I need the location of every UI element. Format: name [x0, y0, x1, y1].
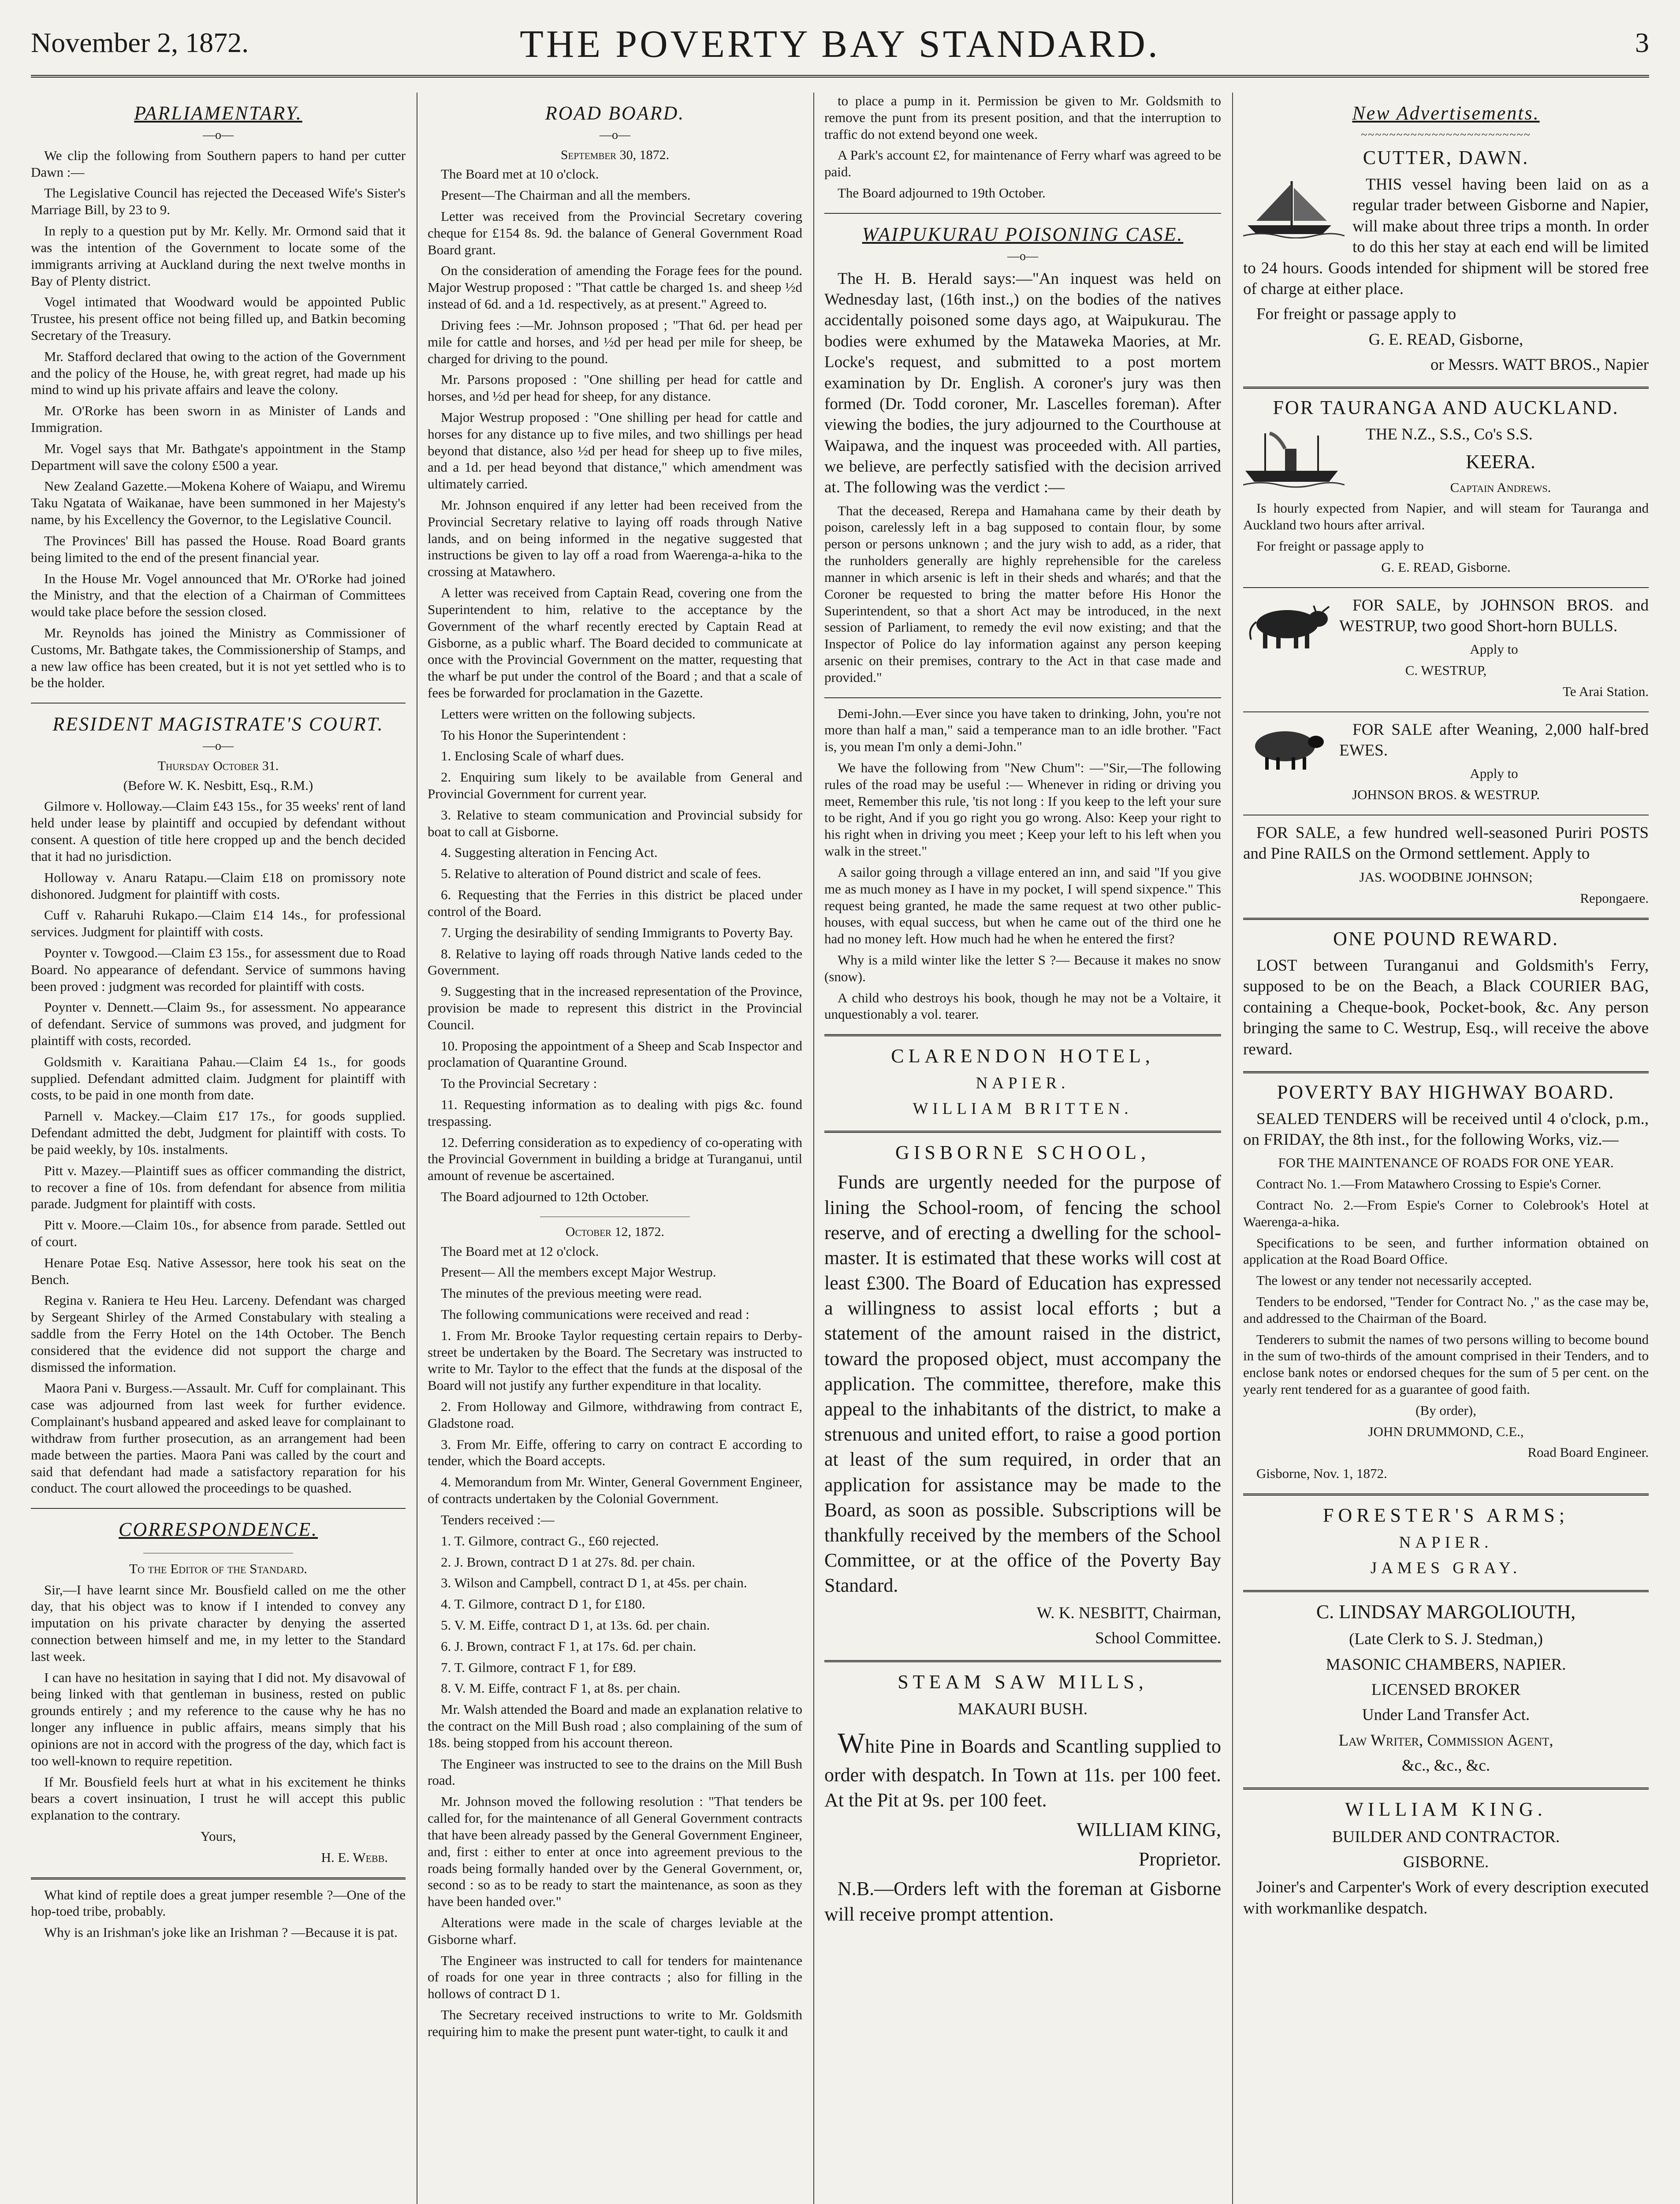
paragraph: Specifications to be seen, and further information obtained on application at the Road Board Office. [1243, 1235, 1649, 1267]
case: Goldsmith v. Karaitiana Pahau.—Claim £4 1s., for goods supplied. Defendant admitted claim. Judgment for plaintiff with costs, to be paid in one month from date. [31, 1054, 406, 1103]
column-2 [428, 93, 802, 2204]
case: Henare Potae Esq. Native Assessor, here took his seat on the Bench. [31, 1255, 406, 1287]
ad-posts-line: JAS. WOODBINE JOHNSON; [1359, 869, 1533, 885]
column-rule [1232, 93, 1233, 2204]
ad-school-signature-2: School Committee. [1095, 1629, 1221, 1647]
ad-sawmill-subtitle: MAKAURI BUSH. [958, 1700, 1088, 1719]
separator: —o— [600, 128, 630, 142]
list-item: 4. Suggesting alteration in Fencing Act. [441, 845, 658, 860]
tender-item: 6. J. Brown, contract F 1, at 17s. 6d. per chain. [441, 1638, 697, 1654]
ad-keera-intro: THE N.Z., S.S., Co's S.S. [1366, 425, 1533, 443]
divider [824, 213, 1221, 214]
ad-lindsay-line: Law Writer, Commission Agent, [1338, 1731, 1553, 1750]
paragraph: The Engineer was instructed to call for tenders for maintenance of roads for one year in three contracts ; also for filling in the hollows of contract D 1. [428, 1952, 802, 2002]
list-item: 9. Suggesting that in the increased representation of the Province, provision be made to represent this district in the Provincial Council. [428, 983, 802, 1032]
ad-lindsay-title: C. LINDSAY MARGOLIOUTH, [1316, 1601, 1576, 1623]
ad-keera-ship: KEERA. [1466, 451, 1535, 473]
paragraph: In the House Mr. Vogel announced that Mr. O'Rorke had joined the Ministry, and that the election of a Chairman of Committees would take place before the session closed. [31, 570, 406, 620]
paragraph: Mr. Walsh attended the Board and made an explanation relative to the contract on the Mill Bush road ; also complaining of the sum of 18s. being stopped from his account thereon. [428, 1701, 802, 1750]
paragraph: Mr. Vogel says that Mr. Bathgate's appointment in the Stamp Department will save the colony £500 a year. [31, 440, 406, 473]
ad-highway-contract: Contract No. 2.—From Espie's Corner to Colebrook's Hotel at Waerenga-a-hika. [1243, 1197, 1649, 1229]
ad-school-body: Funds are urgently needed for the purpose of lining the School-room, of fencing the school reserve, and of erecting a dwelling for the school-master. It is estimated that these works will cost at least £300. The Board of Education has expressed a willingness to assist local efforts ; but a statement of the amount raised in the district, toward the proposed object, must accompany the application. The committee, therefore, make this appeal to the inhabitants of the district, to make a strenuous and united effort, to raise a good portion at least of the sum required, in order that an application for assistance may be made to the Board, as soon as possible. Subscriptions will be thankfully received by the members of the School Committee, or at the office of the Poverty Bay Standard. [824, 1171, 1221, 1597]
bench-line: (Before W. K. Nesbitt, Esq., R.M.) [123, 777, 313, 793]
ad-king-title: WILLIAM KING. [1345, 1798, 1547, 1821]
paragraph: Mr. Stafford declared that owing to the action of the Government and the policy of the House, he, with great regret, had made up his mind to wind up his private affairs and leave the colony. [31, 348, 406, 398]
ad-ewes-body: FOR SALE after Weaning, 2,000 half-bred EWES. [1339, 720, 1649, 760]
paragraph: Sir,—I have learnt since Mr. Bousfield called on me the other day, that his object was to know if I intended to convey any imputation on his private character by denying the asserted connection between himself and me, in my letter to the Standard last week. [31, 1582, 406, 1664]
separator: —o— [203, 128, 234, 142]
list-item: 5. Relative to alteration of Pound district and scale of fees. [441, 866, 761, 882]
paragraph: Tenders received :— [441, 1512, 555, 1527]
case: Poynter v. Dennett.—Claim 9s., for assessment. No appearance of defendant. Service of summons was proved, and judgment for plaintiff with costs, recorded. [31, 999, 406, 1048]
paragraph: 3. From Mr. Eiffe, offering to carry on contract E according to tender, which the Board accepts. [428, 1436, 802, 1469]
divider [824, 1034, 1221, 1036]
tender-item: 7. T. Gilmore, contract F 1, for £89. [441, 1659, 637, 1675]
paragraph: Tenders to be endorsed, "Tender for Contract No. ," as the case may be, and addressed to the Chairman of the Board. [1243, 1293, 1649, 1326]
issue-date: November 2, 1872. [31, 27, 249, 58]
case: Pitt v. Moore.—Claim 10s., for absence from parade. Settled out of court. [31, 1217, 406, 1249]
paragraph: A Park's account £2, for maintenance of Ferry wharf was agreed to be paid. [824, 147, 1221, 180]
divider [824, 1131, 1221, 1133]
divider [1243, 1493, 1649, 1496]
dateline: October 12, 1872. [565, 1224, 665, 1239]
tender-item: 5. V. M. Eiffe, contract D 1, at 13s. 6d. per chain. [441, 1617, 710, 1633]
divider [1243, 387, 1649, 389]
joke: Why is an Irishman's joke like an Irishman ? —Because it is pat. [44, 1925, 398, 1940]
ad-sawmill-signature-2: Proprietor. [1139, 1848, 1221, 1870]
list-item: 3. Relative to steam communication and Provincial subsidy for boat to call at Gisborne. [428, 807, 802, 839]
divider [1243, 711, 1649, 712]
section-heading-parliamentary: PARLIAMENTARY. [134, 102, 302, 124]
ad-dawn-body: THIS vessel having been laid on as a regular trader between Gisborne and Napier, will make about three trips a month. In order to do this her stay at each end will be limited to 24 hours. Goods intended for shipment will be stored free of charge at either place. [1243, 175, 1649, 298]
paragraph: New Zealand Gazette.—Mokena Kohere of Waiapu, and Wiremu Taku Ngatata of Waikanae, have been summoned in her Majesty's name, by his Excellency the Governor, to the Legislative Council. [31, 478, 406, 528]
list-item: 10. Proposing the appointment of a Sheep and Scab Inspector and proclamation of Quarantine Ground. [428, 1038, 802, 1070]
dateline: September 30, 1872. [560, 147, 670, 162]
paragraph: On the consideration of amending the Forage fees for the pound. Major Westrup proposed : "That cattle be charged 1s. and sheep ½d instead of 6d. and a 1d. respectively, as at present." Agreed to. [428, 263, 802, 312]
ad-bulls-line: C. WESTRUP, [1405, 663, 1487, 678]
ad-highway-signature: JOHN DRUMMOND, C.E., [1368, 1423, 1524, 1439]
paragraph: Mr. O'Rorke has been sworn in as Minister of Lands and Immigration. [31, 403, 406, 436]
paragraph: A child who destroys his book, though he may not be a Voltaire, it unquestionably a vol. tearer. [824, 990, 1221, 1022]
paragraph: A sailor going through a village entered an inn, and said "If you give me as much money as I have in my pocket, I will spend sixpence." This request being granted, he made the same request at two other public-houses, with equal success, but when he came out of the third one he had no money left. How much had he when he entered the first? [824, 864, 1221, 947]
paragraph: A letter was received from Captain Read, covering one from the Superintendent to him, relative to the acceptance by the Government of the wharf recently erected by Captain Read at Gisborne, as a public wharf. The Board decided to communicate at once with the Provincial Government on the matter, requesting that the wharf be put under the control of the Board ; and that a scale of fees be forwarded for proclamation in the Gazette. [428, 585, 802, 700]
case: Regina v. Raniera te Heu Heu. Larceny. Defendant was charged by Sergeant Shirley of the Armed Constabulary with stealing a saddle from the Ferry Hotel on the 14th October. The Bench considered that the evidence did not support the charge and dismissed the information. [31, 1292, 406, 1375]
section-heading-court: RESIDENT MAGISTRATE'S COURT. [52, 713, 384, 735]
column-rule [813, 93, 814, 2204]
section-heading-correspondence: CORRESPONDENCE. [119, 1519, 318, 1541]
paragraph: We clip the following from Southern papers to hand per cutter Dawn :— [31, 147, 406, 180]
paragraph: Mr. Johnson moved the following resolution : "That tenders be called for, for the maintenance of all General Government contracts that have been already passed by the General Government Engineer, and, first : either to enter at once into agreement previous to the roads being formally handed over by the General Government, or, second : so as to be ready to start the maintenance, as soon as they have been handed over." [428, 1794, 802, 1910]
divider [31, 703, 406, 704]
ad-clarendon-owner: WILLIAM BRITTEN. [913, 1099, 1133, 1118]
ad-keera-line: For freight or passage apply to [1256, 538, 1424, 554]
paragraph: Alterations were made in the scale of charges leviable at the Gisborne wharf. [428, 1914, 802, 1947]
ad-lindsay-line: Under Land Transfer Act. [1362, 1706, 1530, 1724]
ad-ewes-line: JOHNSON BROS. & WESTRUP. [1352, 787, 1540, 803]
separator: —o— [1007, 249, 1038, 263]
letter-address: To the Editor of the Standard. [129, 1560, 307, 1576]
paragraph: Present—The Chairman and all the members. [441, 187, 691, 203]
column-4 [1243, 93, 1649, 2204]
paragraph: That the deceased, Rerepa and Hamahana came by their death by poison, carelessly left in a bag supposed to contain flour, by some person or persons unknown ; and the jury wish to add, as a rider, that the runholders generally are highly reprehensible for the careless manner in which arsenic is left in their sheds and wharés; and that the Coroner be requested to bring the matter before His Honor the Superintendent, so that a short Act may be introduced, in the next session of Parliament, to remedy the evil now existing; and that the Inspector of Police do lay information against any person keeping arsenic on their premises, contrary to the Act in that case made and provided." [824, 503, 1221, 685]
divider [31, 1877, 406, 1880]
tender-item: 2. J. Brown, contract D 1 at 27s. 8d. per chain. [441, 1554, 695, 1570]
divider [1243, 1071, 1649, 1073]
ad-lindsay-line: MASONIC CHAMBERS, NAPIER. [1326, 1655, 1566, 1674]
ad-highway-signature-2: Road Board Engineer. [1527, 1445, 1649, 1460]
paragraph: The Secretary received instructions to write to Mr. Goldsmith requiring him to make the present punt water-tight, to caulk it and [428, 2007, 802, 2039]
ad-bulls-line: Te Arai Station. [1563, 683, 1649, 699]
letter-closing: Yours, [200, 1828, 236, 1844]
list-item: 7. Urging the desirability of sending Immigrants to Poverty Bay. [441, 924, 793, 940]
paragraph: I can have no hesitation in saying that I did not. My disavowal of being linked with that gentleman in business, rested on public grounds entirely ; and my reference to the cause why he has no longer any influence in public affairs, means simply that his opinions are not in accord with the progress of the day, which fact is too well-known to require repetition. [31, 1669, 406, 1768]
paragraph: If Mr. Bousfield feels hurt at what in his excitement he thinks bears a covert insinuation, I trust he will accept this public explanation to the contrary. [31, 1774, 406, 1823]
paragraph: The lowest or any tender not necessarily accepted. [1256, 1273, 1532, 1288]
sheep-icon [1243, 722, 1331, 771]
ad-reward-title: ONE POUND REWARD. [1333, 928, 1559, 950]
paragraph: In reply to a question put by Mr. Kelly. Mr. Ormond said that it was the intention of the Government to locate some of the immigrants arriving at Auckland during the next twelve months in Bay of Plenty district. [31, 223, 406, 289]
column-3 [824, 93, 1221, 2204]
list-item: 6. Requesting that the Ferries in this district be placed under control of the Board. [428, 887, 802, 919]
divider [824, 1660, 1221, 1662]
paragraph: The Board met at 12 o'clock. [441, 1243, 599, 1259]
ad-posts-line: Repongaere. [1580, 890, 1649, 906]
section-heading-poisoning: WAIPUKURAU POISONING CASE. [862, 223, 1184, 245]
ad-foresters-place: NAPIER. [1399, 1534, 1493, 1552]
wavy-rule: ~~~~~~~~~~~~~~~~~~~~~~~~ [1361, 128, 1531, 141]
paragraph: 1. From Mr. Brooke Taylor requesting certain repairs to Derby-street be undertaken by the Board. The Secretary was instructed to write to Mr. Taylor to the effect that the funds at the disposal of the Board will not justify any further expenditure in that locality. [428, 1327, 802, 1393]
paragraph: Present— All the members except Major Westrup. [441, 1264, 716, 1280]
paragraph: The Board adjourned to 19th October. [838, 185, 1046, 201]
ad-sawmill-signature: WILLIAM KING, [1077, 1818, 1221, 1840]
ad-sawmill-note: N.B.—Orders left with the foreman at Gisborne will receive prompt attention. [824, 1878, 1221, 1925]
ad-posts-body: FOR SALE, a few hundred well-seasoned Puriri POSTS and Pine RAILS on the Ormond settlement. Apply to [1243, 824, 1649, 863]
ad-highway-sub: FOR THE MAINTENANCE OF ROADS FOR ONE YEAR. [1278, 1155, 1614, 1171]
paragraph: The Board met at 10 o'clock. [441, 166, 599, 182]
ad-highway-contract: Contract No. 1.—From Matawhero Crossing to Espie's Corner. [1256, 1176, 1602, 1192]
ship-icon [1243, 177, 1345, 238]
ad-school-signature: W. K. NESBITT, Chairman, [1036, 1604, 1221, 1622]
ad-reward-body: LOST between Turanganui and Goldsmith's Ferry, supposed to be on the Beach, a Black COURIER BAG, containing a Cheque-book, Pocket-book, &c. Any person bringing the same to C. Westrup, Esq., will receive the above reward. [1243, 957, 1649, 1058]
tender-item: 4. T. Gilmore, contract D 1, for £180. [441, 1596, 645, 1612]
tender-item: 1. T. Gilmore, contract G., £60 rejected. [441, 1533, 659, 1549]
paragraph: Mr. Parsons proposed : "One shilling per head for cattle and horses, and ½d per head for sheep, for any distance. [428, 372, 802, 404]
bull-icon [1243, 598, 1331, 651]
ad-keera-body: Is hourly expected from Napier, and will steam for Tauranga and Auckland two hours after arrival. [1243, 500, 1649, 533]
case: Maora Pani v. Burgess.—Assault. Mr. Cuff for complainant. This case was adjourned from last week for further evidence. Complainant's husband appeared and asked leave for complainant to withdraw from further prosecution, as an arrangement had been made between the parties. Maora Pani was called by the court and said that defendant had made a satisfactory reparation for his conduct. The court allowed the proceedings to be quashed. [31, 1380, 406, 1496]
case: Pitt v. Mazey.—Plaintiff sues as officer commanding the district, to recover a fine of 10s. from defendant for absence from militia parade. Judgment for plaintiff with costs. [31, 1162, 406, 1212]
ad-school-title: GISBORNE SCHOOL, [895, 1142, 1151, 1164]
ad-ewes-line: Apply to [1470, 766, 1518, 782]
paragraph: Tenderers to submit the names of two persons willing to become bound in the sum of two-thirds of the amount comprised in their Tenders, and to enclose bank notes or endorsed cheques for the sum of 5 per cent. on the yearly rent tendered for as a guarantee of good faith. [1243, 1331, 1649, 1397]
ad-king-body: Joiner's and Carpenter's Work of every description executed with workmanlike despatch. [1243, 1878, 1649, 1917]
paragraph: Why is a mild winter like the letter S ?— Because it makes no snow (snow). [824, 952, 1221, 984]
dateline: Thursday October 31. [157, 759, 279, 774]
paragraph: Demi-John.—Ever since you have taken to drinking, John, you're not more than half a man," said a temperance man to an idle brother. "Fact is, you mean I'm only a demi-John." [824, 705, 1221, 755]
divider [1243, 918, 1649, 920]
ad-bulls-line: Apply to [1470, 641, 1518, 657]
letter-signature: H. E. Webb. [321, 1849, 388, 1865]
list-item: 2. Enquiring sum likely to be available from General and Provincial Government for current year. [428, 769, 802, 802]
paragraph: The Engineer was instructed to see to the drains on the Mill Bush road. [428, 1756, 802, 1788]
ad-foresters-owner: JAMES GRAY. [1370, 1559, 1522, 1577]
ad-lindsay-line: &c., &c., &c. [1401, 1756, 1490, 1775]
ad-clarendon-place: NAPIER. [976, 1074, 1070, 1093]
ad-clarendon-title: CLARENDON HOTEL, [891, 1045, 1155, 1067]
paragraph: The Legislative Council has rejected the Deceased Wife's Sister's Marriage Bill, by 23 to 9. [31, 185, 406, 218]
paragraph: The following communications were received and read : [441, 1306, 749, 1322]
ad-lindsay-line: (Late Clerk to S. J. Stedman,) [1349, 1630, 1543, 1649]
ad-dawn-line: G. E. READ, Gisborne, [1368, 330, 1524, 349]
ad-lindsay-line: LICENSED BROKER [1371, 1680, 1521, 1699]
ad-foresters-title: FORESTER'S ARMS; [1323, 1504, 1569, 1526]
divider [1243, 587, 1649, 588]
page-number: 3 [1635, 27, 1649, 58]
section-heading-road-board: ROAD BOARD. [545, 102, 685, 124]
ad-keera-line: G. E. READ, Gisborne. [1381, 559, 1511, 575]
ad-highway-title: POVERTY BAY HIGHWAY BOARD. [1277, 1081, 1615, 1103]
paragraph: Vogel intimated that Woodward would be appointed Public Trustee, his present office not being filled up, and Batkin becoming Secretary of the Treasury. [31, 294, 406, 343]
steamship-icon [1243, 427, 1345, 488]
paragraph: We have the following from "New Chum": —"Sir,—The following rules of the road may be useful :— Whenever in riding or driving you meet, Remember this rule, 'tis not long : If you keep to the left your sure to be right, And if you go right you go wrong. Also: Keep your right to his right when in driving you meet ; Keep your left to his left when you walk in the street." [824, 760, 1221, 859]
paragraph: Major Westrup proposed : "One shilling per head for cattle and horses for any distance up to five miles, and two shillings per head beyond that distance, also ½d per head for sheep up to five miles, and a 1d. per head beyond that distance," which amendment was ultimately carried. [428, 409, 802, 492]
divider [824, 697, 1221, 698]
paragraph: The Board adjourned to 12th October. [441, 1189, 649, 1205]
tender-item: 8. V. M. Eiffe, contract F 1, at 8s. per chain. [441, 1680, 681, 1696]
case: Holloway v. Anaru Ratapu.—Claim £18 on promissory note dishonored. Judgment for plaintiff with costs. [31, 869, 406, 902]
case: Gilmore v. Holloway.—Claim £43 15s., for 35 weeks' rent of land held under lease by plaintiff and occupied by defendant without consent. A question of title here cropped up and the bench decided that it had no jurisdiction. [31, 798, 406, 864]
separator: —o— [203, 739, 234, 753]
masthead [31, 13, 1649, 78]
paragraph: Mr. Johnson enquired if any letter had been received from the Provincial Secretary relative to laying off roads through Native lands, and on being informed in the negative suggested that instructions be given to lay off a road from Waerenga-a-hika to the crossing at Matawhero. [428, 497, 802, 580]
ad-bulls-body: FOR SALE, by JOHNSON BROS. and WESTRUP, two good Short-horn BULLS. [1339, 596, 1649, 635]
paragraph: 4. Memorandum from Mr. Winter, General Government Engineer, of contracts undertaken by the Colonial Government. [428, 1474, 802, 1507]
ad-king-line: GISBORNE. [1403, 1853, 1489, 1871]
ad-highway-body: SEALED TENDERS will be received until 4 o'clock, p.m., on FRIDAY, the 8th inst., for the following Works, viz.— [1243, 1109, 1649, 1149]
paragraph: The minutes of the previous meeting were read. [441, 1285, 702, 1301]
paragraph: 2. From Holloway and Gilmore, withdrawing from contract E, Gladstone road. [428, 1399, 802, 1431]
tender-item: 3. Wilson and Campbell, contract D 1, at 45s. per chain. [441, 1575, 747, 1591]
paragraph: To his Honor the Superintendent : [441, 727, 626, 743]
section-heading-new-advertisements: New Advertisements. [1352, 102, 1540, 124]
list-item: 12. Deferring consideration as to expediency of co-operating with the Provincial Government in building a bridge at Turanganui, until amount of revenue be ascertained. [428, 1134, 802, 1184]
ad-sawmill-title: STEAM SAW MILLS, [898, 1671, 1148, 1693]
ad-highway-date: Gisborne, Nov. 1, 1872. [1256, 1466, 1387, 1482]
paragraph: Letter was received from the Provincial Secretary covering cheque for £154 8s. 9d. the balance of General Government Road Board grant. [428, 208, 802, 257]
ad-sawmill-body: White Pine in Boards and Scantling supplied to order with despatch. In Town at 11s. per 100 feet. At the Pit at 9s. per 100 feet. [824, 1727, 1221, 1811]
case: Parnell v. Mackey.—Claim £17 17s., for goods supplied. Defendant admitted the debt, Judgment for plaintiff with costs. To be paid weekly, by 10s. instalments. [31, 1108, 406, 1157]
joke: What kind of reptile does a great jumper resemble ?—One of the hop-toed tribe, probably. [31, 1887, 406, 1919]
ad-king-line: BUILDER AND CONTRACTOR. [1332, 1828, 1560, 1846]
divider [1243, 1787, 1649, 1790]
ad-highway-order: (By order), [1416, 1402, 1476, 1418]
divider [31, 1508, 406, 1509]
divider [1243, 1590, 1649, 1592]
column-1 [31, 93, 406, 2204]
paragraph: The H. B. Herald says:—"An inquest was held on Wednesday last, (16th inst.,) on the bodies of the natives accidentally poisoned some days ago, at Waipukurau. The bodies were exhumed by the Mataweka Maories, at Mr. Locke's request, and submitted to a post mortem examination by Dr. English. A coroner's jury was then formed (Dr. Todd coroner, Mr. Lascelles foreman). After viewing the bodies, the jury adjourned to the Courthouse at Waipawa, and the inquest was proceeded with. All parties, we believe, are perfectly satisfied with the decision arrived at. The following was the verdict :— [824, 269, 1221, 497]
ad-dawn-title: CUTTER, DAWN. [1363, 147, 1529, 169]
paragraph: Letters were written on the following subjects. [441, 706, 696, 722]
ad-dawn-line: For freight or passage apply to [1256, 305, 1456, 324]
list-item: 8. Relative to laying off roads through Native lands ceded to the Government. [428, 946, 802, 978]
paragraph: to place a pump in it. Permission be given to Mr. Goldsmith to remove the punt from its present position, and that the interruption to traffic do not extend beyond one week. [824, 93, 1221, 142]
paragraph: To the Provincial Secretary : [441, 1076, 597, 1091]
case: Cuff v. Raharuhi Rukapo.—Claim £14 14s., for professional services. Judgment for plaintiff with costs. [31, 907, 406, 940]
ad-keera-captain: Captain Andrews. [1450, 479, 1551, 495]
paragraph: Mr. Reynolds has joined the Ministry as Commissioner of Customs, Mr. Bathgate takes, the Commissionership of Stamps, and a new law office has been created, but it is not yet settled who is to be the holder. [31, 625, 406, 691]
case: Poynter v. Towgood.—Claim £3 15s., for assessment due to Road Board. No appearance of defendant. Service of summons having been proved : judgment was recorded for plaintiff with costs. [31, 945, 406, 994]
paragraph: Driving fees :—Mr. Johnson proposed ; "That 6d. per head per mile for cattle and horses, and ½d per head per mile for sheep, be charged for driving to the pound. [428, 317, 802, 366]
newspaper-title: THE POVERTY BAY STANDARD. [520, 23, 1160, 66]
ad-keera-title: FOR TAURANGA AND AUCKLAND. [1273, 397, 1619, 419]
ad-dawn-line: or Messrs. WATT BROS., Napier [1430, 355, 1649, 374]
list-item: 11. Requesting information as to dealing with pigs &c. found trespassing. [428, 1097, 802, 1129]
paragraph: The Provinces' Bill has passed the House. Road Board grants being limited to the end of the present financial year. [31, 532, 406, 565]
list-item: 1. Enclosing Scale of wharf dues. [441, 748, 624, 764]
